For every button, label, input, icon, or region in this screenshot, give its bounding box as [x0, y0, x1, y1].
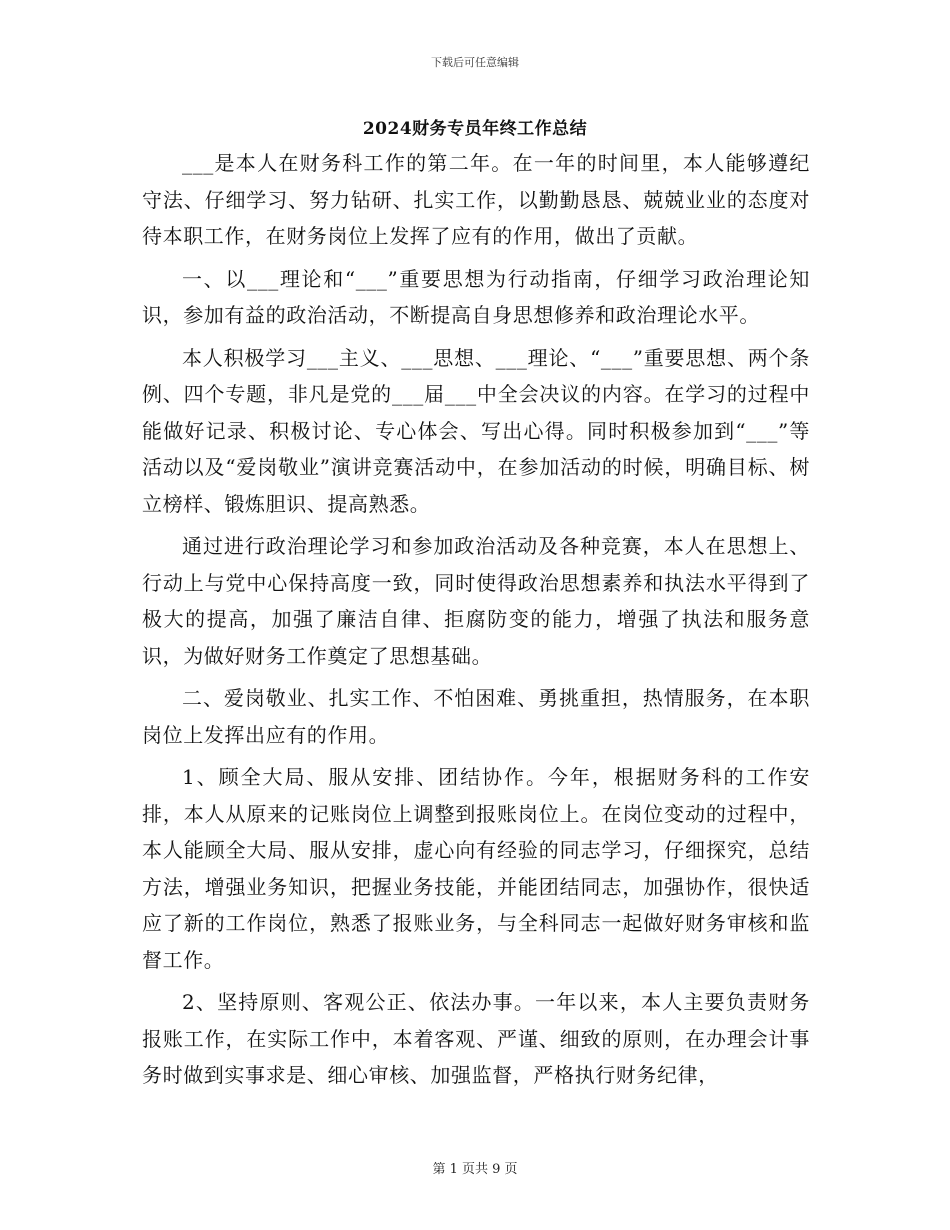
page-number-footer: 第 1 页共 9 页	[432, 1162, 518, 1177]
paragraph-section-two-heading: 二、爱岗敬业、扎实工作、不怕困难、勇挑重担，热情服务，在本职岗位上发挥出应有的作用。	[142, 686, 810, 747]
paragraph-item-two: 2、坚持原则、客观公正、依法办事。一年以来，本人主要负责财务报账工作，在实际工作中，本着客观、严谨、细致的原则，在办理会计事务时做到实事求是、细心审核、加强监督，严格执行财务纪律，	[142, 990, 810, 1087]
document-body	[142, 145, 810, 1100]
paragraph-section-one-heading: 一、以___理论和“___”重要思想为行动指南，仔细学习政治理论知识，参加有益的政治活动，不断提高自身思想修养和政治理论水平。	[142, 266, 810, 327]
paragraph-political-learning: 通过进行政治理论学习和参加政治活动及各种竞赛，本人在思想上、行动上与党中心保持高度一致，同时使得政治思想素养和执法水平得到了极大的提高，加强了廉洁自律、拒腐防变的能力，增强了执法和服务意识，为做好财务工作奠定了思想基础。	[142, 534, 810, 668]
paragraph-intro: ___是本人在财务科工作的第二年。在一年的时间里，本人能够遵纪守法、仔细学习、努力钻研、扎实工作，以勤勤恳恳、兢兢业业的态度对待本职工作，在财务岗位上发挥了应有的作用，做出了贡献。	[142, 151, 810, 248]
document-title: 2024财务专员年终工作总结	[362, 119, 588, 139]
header-note: 下载后可任意编辑	[431, 56, 519, 69]
paragraph-study: 本人积极学习___主义、___思想、___理论、“___”重要思想、两个条例、四个专题，非凡是党的___届___中全会决议的内容。在学习的过程中能做好记录、积极讨论、专心体会、写出心得。同时积极参加到“___”等活动以及“爱岗敬业”演讲竞赛活动中，在参加活动的时候，明确目标、树立榜样、锻炼胆识、提高熟悉。	[142, 345, 810, 516]
paragraph-item-one: 1、顾全大局、服从安排、团结协作。今年，根据财务科的工作安排，本人从原来的记账岗位上调整到报账岗位上。在岗位变动的过程中，本人能顾全大局、服从安排，虚心向有经验的同志学习，仔细探究，总结方法，增强业务知识，把握业务技能，并能团结同志，加强协作，很快适应了新的工作岗位，熟悉了报账业务，与全科同志一起做好财务审核和监督工作。	[142, 765, 810, 972]
